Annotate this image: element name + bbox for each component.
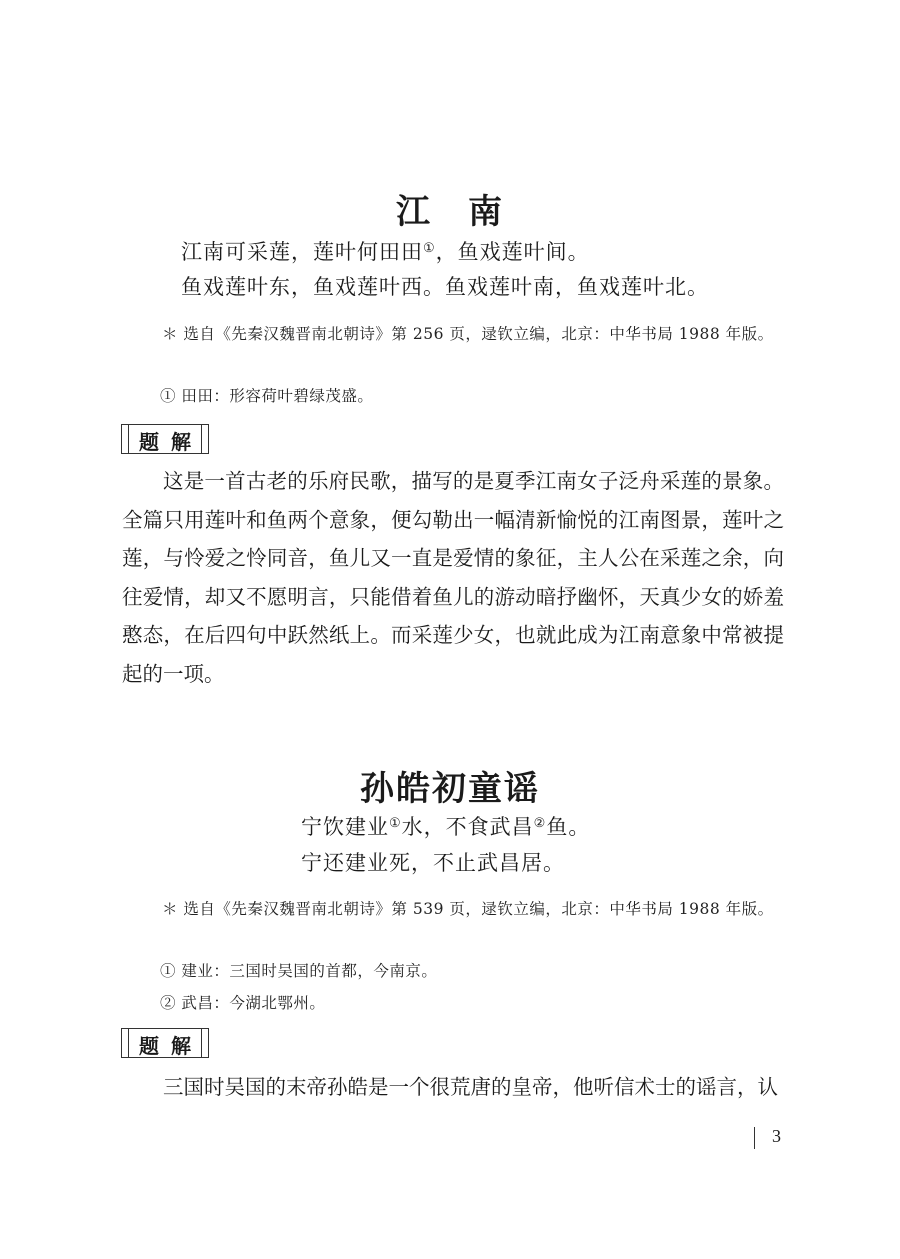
page-number: 3: [772, 1126, 781, 1146]
commentary-paragraph: 三国时吴国的末帝孙皓是一个很荒唐的皇帝，他听信术士的谣言，认: [163, 1075, 778, 1099]
source-note: [122, 895, 782, 924]
footnote-2: ② 武昌：今湖北鄂州。: [160, 994, 326, 1012]
footnote-1: ① 建业：三国时吴国的首都，今南京。: [160, 962, 438, 980]
section-heading: 题解: [139, 1034, 203, 1058]
poem-line-2: 宁还建业死，不止武昌居。: [301, 851, 565, 875]
source-note: [122, 320, 782, 349]
poem-title-sunhao: 孙皓初童谣: [360, 769, 540, 809]
source-note-text: ＊ 选自《先秦汉魏晋南北朝诗》第 539 页，逯钦立编，北京：中华书局 1988 年版。: [162, 900, 774, 918]
poem-title-jiangnan: 江 南: [396, 192, 504, 232]
commentary-paragraph: 这是一首古老的乐府民歌，描写的是夏季江南女子泛舟采莲的景象。全篇只用莲叶和鱼两个意象，便勾勒出一幅清新愉悦的江南图景，莲叶之莲，与怜爱之怜同音，鱼儿又一直是爱情的象征，主人公在采莲之余，向往爱情，却又不愿明言，只能借着鱼儿的游动暗抒幽怀，天真少女的娇羞憨态，在后四句中跃然纸上。而采莲少女，也就此成为江南意象中常被提起的一项。: [122, 469, 784, 686]
source-note-text: ＊ 选自《先秦汉魏晋南北朝诗》第 256 页，逯钦立编，北京：中华书局 1988 年版。: [162, 325, 774, 343]
section-heading-box: [121, 424, 209, 454]
poem-line-2: 鱼戏莲叶东，鱼戏莲叶西。鱼戏莲叶南，鱼戏莲叶北。: [181, 275, 709, 299]
poem-line-1: 江南可采莲，莲叶何田田①，鱼戏莲叶间。: [181, 240, 590, 264]
section-heading: 题解: [139, 430, 203, 454]
poem-line-1: 宁饮建业①水，不食武昌②鱼。: [301, 815, 591, 839]
page-number-divider: [754, 1127, 755, 1149]
footnote-1: ① 田田：形容荷叶碧绿茂盛。: [160, 387, 374, 405]
section-heading-box: [121, 1028, 209, 1058]
